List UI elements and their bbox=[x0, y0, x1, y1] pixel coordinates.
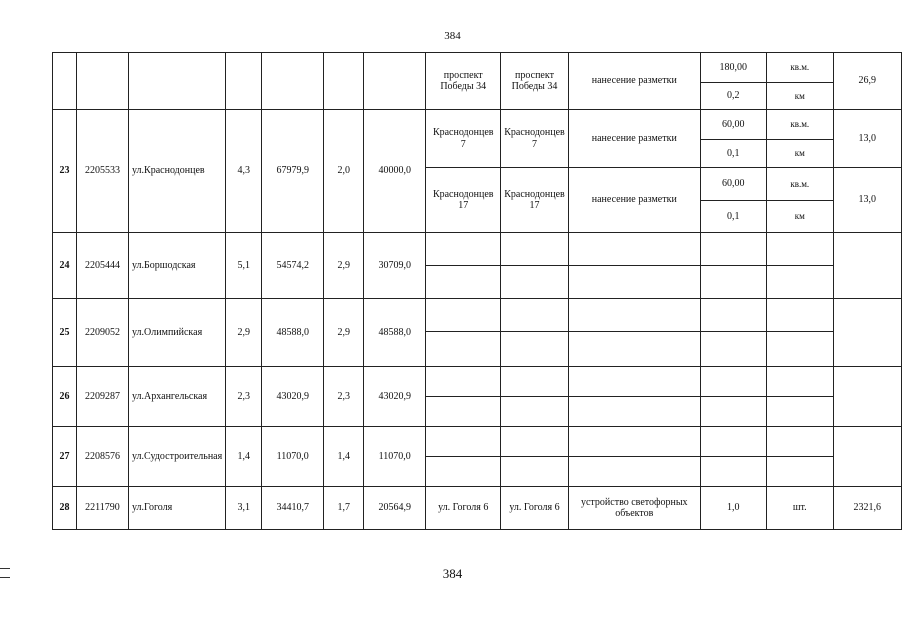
cell-repair-area: 20564,9 bbox=[364, 487, 426, 530]
cell-quantity: 180,00 bbox=[700, 53, 766, 83]
cell-address-from: Краснодонцев 7 bbox=[426, 110, 501, 168]
cell-quantity bbox=[700, 266, 766, 299]
cell-street: ул.Архангельская bbox=[129, 367, 226, 427]
cell-length: 1,4 bbox=[226, 427, 262, 487]
page-number-top: 384 bbox=[444, 30, 461, 42]
cell-quantity: 1,0 bbox=[700, 487, 766, 530]
cell-repair-area: 43020,9 bbox=[364, 367, 426, 427]
cell-cost: 26,9 bbox=[833, 53, 901, 110]
cell-length: 3,1 bbox=[226, 487, 262, 530]
cell-work-type: устройство светофорных объектов bbox=[568, 487, 700, 530]
cell-code: 2209287 bbox=[77, 367, 129, 427]
cell-address-to bbox=[501, 397, 569, 427]
cell-unit: кв.м. bbox=[766, 110, 833, 140]
cell-address-from: Краснодонцев 17 bbox=[426, 168, 501, 233]
cell-num: 27 bbox=[53, 427, 77, 487]
cell-work-type: нанесение разметки bbox=[568, 168, 700, 233]
cell-area: 34410,7 bbox=[262, 487, 324, 530]
cell-work-type bbox=[568, 299, 700, 332]
cell-length bbox=[226, 53, 262, 110]
cell-repair-area: 30709,0 bbox=[364, 233, 426, 299]
cell-quantity bbox=[700, 367, 766, 397]
cell-cost bbox=[833, 427, 901, 487]
cell-address-to bbox=[501, 332, 569, 367]
cell-quantity bbox=[700, 457, 766, 487]
cell-repair-length: 2,3 bbox=[324, 367, 364, 427]
cell-work-type bbox=[568, 367, 700, 397]
margin-mark bbox=[0, 568, 10, 578]
cell-code: 2205533 bbox=[77, 110, 129, 233]
cell-address-to bbox=[501, 299, 569, 332]
cell-work-type bbox=[568, 397, 700, 427]
cell-repair-length: 1,4 bbox=[324, 427, 364, 487]
cell-repair-area: 11070,0 bbox=[364, 427, 426, 487]
cell-unit: км bbox=[766, 140, 833, 168]
cell-address-from: ул. Гоголя 6 bbox=[426, 487, 501, 530]
cell-length: 2,3 bbox=[226, 367, 262, 427]
cell-repair-length: 1,7 bbox=[324, 487, 364, 530]
cell-unit bbox=[766, 457, 833, 487]
cell-cost: 13,0 bbox=[833, 168, 901, 233]
cell-unit bbox=[766, 266, 833, 299]
cell-quantity bbox=[700, 332, 766, 367]
cell-repair-length: 2,9 bbox=[324, 233, 364, 299]
cell-work-type: нанесение разметки bbox=[568, 110, 700, 168]
cell-address-from bbox=[426, 233, 501, 266]
cell-cost bbox=[833, 299, 901, 367]
cell-cost bbox=[833, 367, 901, 427]
cell-unit: кв.м. bbox=[766, 53, 833, 83]
cell-area: 11070,0 bbox=[262, 427, 324, 487]
cell-address-from bbox=[426, 367, 501, 397]
cell-address-to bbox=[501, 266, 569, 299]
cell-work-type: нанесение разметки bbox=[568, 53, 700, 110]
cell-work-type bbox=[568, 266, 700, 299]
cell-area: 48588,0 bbox=[262, 299, 324, 367]
cell-num: 23 bbox=[53, 110, 77, 233]
table-row bbox=[53, 427, 902, 457]
cell-address-from: проспект Победы 34 bbox=[426, 53, 501, 110]
cell-num: 28 bbox=[53, 487, 77, 530]
page-number-bottom: 384 bbox=[442, 566, 463, 581]
cell-work-type bbox=[568, 457, 700, 487]
cell-address-from bbox=[426, 266, 501, 299]
cell-address-to bbox=[501, 427, 569, 457]
cell-address-from bbox=[426, 457, 501, 487]
road-repair-table bbox=[52, 52, 902, 530]
cell-unit: кв.м. bbox=[766, 168, 833, 201]
table-row bbox=[53, 233, 902, 266]
cell-length: 5,1 bbox=[226, 233, 262, 299]
cell-area: 67979,9 bbox=[262, 110, 324, 233]
cell-address-to: Краснодонцев 7 bbox=[501, 110, 569, 168]
table-row bbox=[53, 110, 902, 140]
cell-unit bbox=[766, 299, 833, 332]
cell-address-from bbox=[426, 332, 501, 367]
cell-work-type bbox=[568, 233, 700, 266]
cell-code: 2209052 bbox=[77, 299, 129, 367]
cell-num: 26 bbox=[53, 367, 77, 427]
cell-address-to bbox=[501, 233, 569, 266]
cell-work-type bbox=[568, 427, 700, 457]
table-row bbox=[53, 487, 902, 530]
cell-quantity bbox=[700, 233, 766, 266]
cell-address-from bbox=[426, 299, 501, 332]
cell-address-to: проспект Победы 34 bbox=[501, 53, 569, 110]
cell-unit: км bbox=[766, 83, 833, 110]
cell-length: 2,9 bbox=[226, 299, 262, 367]
cell-unit bbox=[766, 367, 833, 397]
cell-address-from bbox=[426, 427, 501, 457]
cell-length: 4,3 bbox=[226, 110, 262, 233]
cell-repair-length: 2,0 bbox=[324, 110, 364, 233]
cell-address-to bbox=[501, 457, 569, 487]
cell-unit bbox=[766, 332, 833, 367]
cell-quantity: 0,2 bbox=[700, 83, 766, 110]
cell-unit: км bbox=[766, 201, 833, 233]
cell-address-to: Краснодонцев 17 bbox=[501, 168, 569, 233]
cell-code: 2205444 bbox=[77, 233, 129, 299]
cell-unit bbox=[766, 397, 833, 427]
cell-street: ул.Гоголя bbox=[129, 487, 226, 530]
cell-quantity bbox=[700, 299, 766, 332]
cell-cost bbox=[833, 233, 901, 299]
cell-code bbox=[77, 53, 129, 110]
cell-street bbox=[129, 53, 226, 110]
cell-quantity: 60,00 bbox=[700, 110, 766, 140]
cell-code: 2208576 bbox=[77, 427, 129, 487]
cell-street: ул.Краснодонцев bbox=[129, 110, 226, 233]
cell-unit bbox=[766, 427, 833, 457]
cell-quantity: 0,1 bbox=[700, 201, 766, 233]
cell-num: 24 bbox=[53, 233, 77, 299]
cell-repair-length bbox=[324, 53, 364, 110]
cell-area: 54574,2 bbox=[262, 233, 324, 299]
cell-address-from bbox=[426, 397, 501, 427]
cell-repair-area bbox=[364, 53, 426, 110]
cell-code: 2211790 bbox=[77, 487, 129, 530]
cell-cost: 2321,6 bbox=[833, 487, 901, 530]
table-row bbox=[53, 367, 902, 397]
cell-address-to bbox=[501, 367, 569, 397]
cell-cost: 13,0 bbox=[833, 110, 901, 168]
table-row bbox=[53, 299, 902, 332]
cell-unit bbox=[766, 233, 833, 266]
cell-num bbox=[53, 53, 77, 110]
cell-quantity bbox=[700, 427, 766, 457]
cell-repair-length: 2,9 bbox=[324, 299, 364, 367]
cell-repair-area: 40000,0 bbox=[364, 110, 426, 233]
cell-num: 25 bbox=[53, 299, 77, 367]
cell-quantity bbox=[700, 397, 766, 427]
cell-quantity: 0,1 bbox=[700, 140, 766, 168]
table-row bbox=[53, 53, 902, 83]
cell-area: 43020,9 bbox=[262, 367, 324, 427]
cell-address-to: ул. Гоголя 6 bbox=[501, 487, 569, 530]
cell-street: ул.Боршодская bbox=[129, 233, 226, 299]
cell-work-type bbox=[568, 332, 700, 367]
cell-unit: шт. bbox=[766, 487, 833, 530]
cell-quantity: 60,00 bbox=[700, 168, 766, 201]
cell-repair-area: 48588,0 bbox=[364, 299, 426, 367]
cell-street: ул.Судостроительная bbox=[129, 427, 226, 487]
cell-street: ул.Олимпийская bbox=[129, 299, 226, 367]
cell-area bbox=[262, 53, 324, 110]
